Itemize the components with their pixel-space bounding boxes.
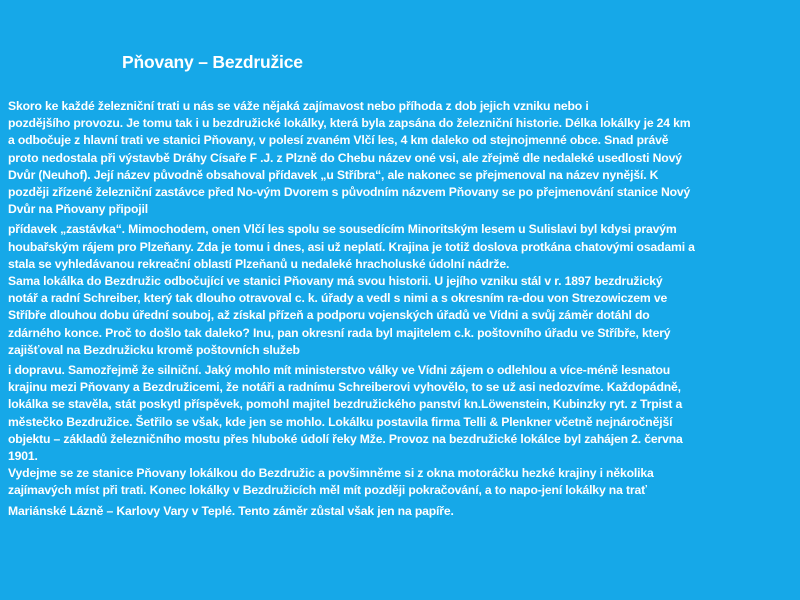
text-line: stala se vyhledávanou rekreační oblastí Plzeňanů u nedaleké hracholuské údolní nádrže. <box>8 256 510 271</box>
text-line: Dvůr (Neuhof). Její název původně obsahoval přídavek „u Stříbra“, ale nakonec se přejmenoval na název nynější. K <box>8 167 659 182</box>
text-line: Mariánské Lázně – Karlovy Vary v Teplé. Tento záměr zůstal však jen na papíře. <box>8 503 454 518</box>
text-line: houbařským rájem pro Plzeňany. Zda je tomu i dnes, asi už neplatí. Krajina je totiž doslova protkána chatovými osadami a <box>8 239 695 254</box>
text-line: Sama lokálka do Bezdružic odbočující ve stanici Pňovany má svou historii. U jejího vzniku stál v r. 1897 bezdružický <box>8 274 663 289</box>
text-line: proto nedostala při výstavbě Dráhy Císaře F .J. z Plzně do Chebu název oné vsi, ale zřejmě dle nedaleké usedlosti Nový <box>8 150 682 165</box>
slide-title: Pňovany – Bezdružice <box>122 52 303 72</box>
text-line: krajinu mezi Pňovany a Bezdružicemi, že notáři a radnímu Schreiberovi vyhovělo, to se už asi nedozvíme. Každopádně, <box>8 380 681 395</box>
text-line: lokálka se stavěla, stát poskytl příspěvek, pomohl majitel bezdružického panství kn.Löwenstein, Kubinzky ryt. z Trpist a <box>8 397 683 412</box>
text-line: Dvůr na Pňovany připojil <box>8 202 148 217</box>
text-line: přídavek „zastávka“. Mimochodem, onen Vlčí les spolu se sousedícím Minoritským lesem u Sulislavi byl kdysi pravým <box>8 222 677 237</box>
text-line: zajímavých míst při trati. Konec lokálky v Bezdružicích měl mít později pokračování, a to napo-jení lokálky na trať <box>8 483 647 498</box>
text-line: Skoro ke každé železniční trati u nás se váže nějaká zajímavost nebo příhoda z dob jejich vzniku nebo i <box>8 99 589 113</box>
text-line: notář a radní Schreiber, který tak dlouho otravoval c. k. úřady a vedl s nimi a s okresním ra-dou von Strezowiczem ve <box>8 291 668 306</box>
text-line: 1901. <box>8 449 38 464</box>
text-line: městečko Bezdružice. Šetřilo se však, kde jen se mohlo. Lokálku postavila firma Telli & Plenkner včetně nejnáročnější <box>8 414 673 429</box>
text-line: zdárného konce. Proč to došlo tak daleko? Inu, pan okresní rada byl majitelem c.k. poštovního úřadu ve Stříbře, který <box>8 325 671 340</box>
text-line: i dopravu. Samozřejmě že silniční. Jaký mohlo mít ministerstvo války ve Vídni zájem o odlehlou a více-méně lesnatou <box>8 363 671 378</box>
text-line: později zřízené železniční zastávce před No-vým Dvorem s původním názvem Pňovany se po přejmenování stanice Nový <box>8 185 691 200</box>
text-line: zajišťoval na Bezdružicku kromě poštovních služeb <box>8 342 300 357</box>
body-text <box>8 98 794 520</box>
text-line: objektu – základů železničního mostu přes hluboké údolí řeky Mže. Provoz na bezdružické lokálce byl zahájen 2. června <box>8 431 683 446</box>
text-line: Stříbře dlouhou dobu úřední souboj, až získal přízeň a podporu vojenských úřadů ve Vídni a svůj záměr dotáhl do <box>8 308 650 323</box>
text-line: a odbočuje z hlavní trati ve stanici Pňovany, v polesí zvaném Vlčí les, 4 km daleko od stejnojmenné obce. Snad právě <box>8 133 669 148</box>
text-line: pozdějšího provozu. Je tomu tak i u bezdružické lokálky, která byla zapsána do železniční historie. Délka lokálky je 24 km <box>8 116 691 131</box>
text-line: Vydejme se ze stanice Pňovany lokálkou do Bezdružic a povšimněme si z okna motoráčku hezké krajiny i několika <box>8 466 654 481</box>
